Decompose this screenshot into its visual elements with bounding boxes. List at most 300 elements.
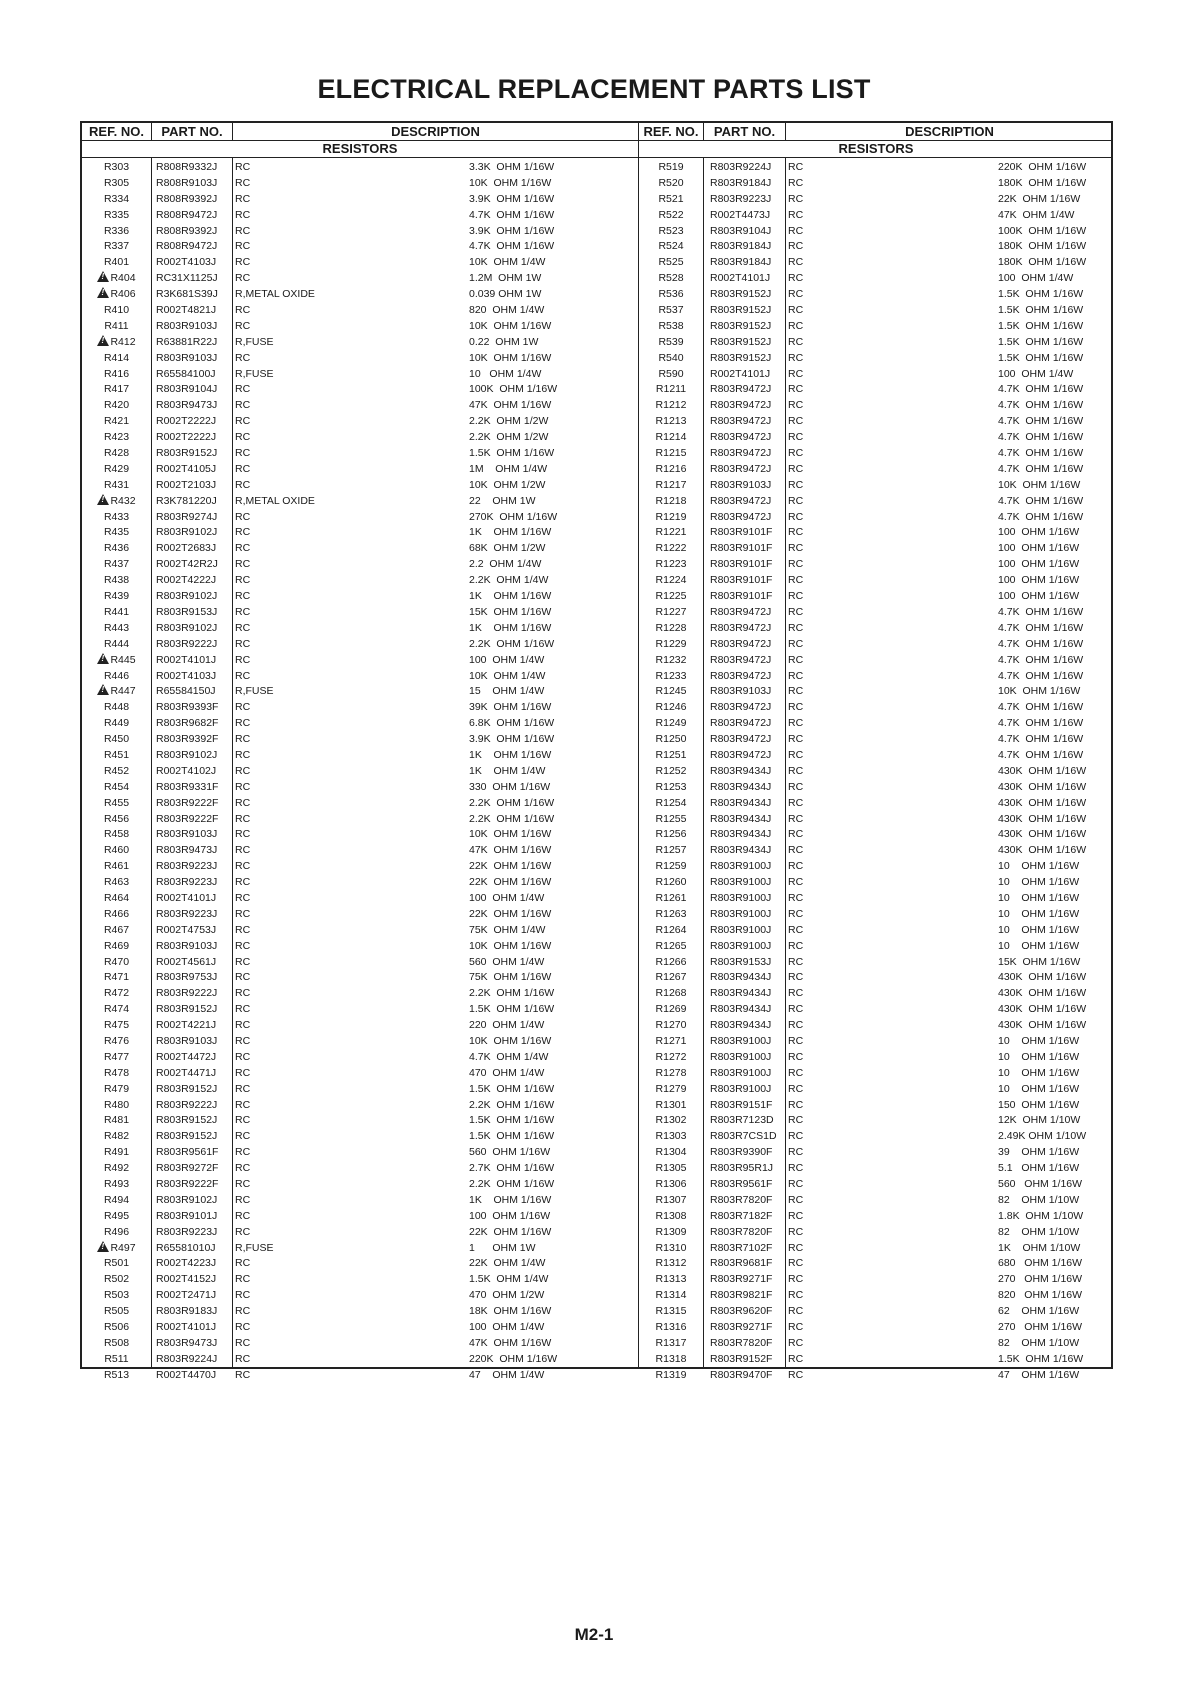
table-row: [639, 748, 1113, 764]
value-cell: 100 OHM 1/16W: [998, 542, 1080, 555]
type-cell: R,METAL OXIDE: [235, 288, 315, 301]
part-no-cell: R803R9152J: [156, 1082, 218, 1095]
part-no-cell: R803R7820F: [710, 1336, 773, 1349]
ref-no-text: R524: [658, 240, 684, 253]
value-cell: 100 OHM 1/16W: [998, 558, 1080, 571]
type-cell: RC: [235, 176, 251, 189]
table-row: [82, 1320, 638, 1336]
type-cell: RC: [788, 494, 804, 507]
part-no-cell: R803R9472J: [710, 462, 772, 475]
ref-no-cell: [639, 303, 703, 319]
ref-no-cell: [639, 541, 703, 557]
table-row: [639, 637, 1113, 653]
ref-no-cell: [639, 1145, 703, 1161]
value-cell: 6.8K OHM 1/16W: [469, 717, 555, 730]
table-row: [639, 287, 1113, 303]
part-no-cell: R803R9100J: [710, 923, 772, 936]
table-row: [82, 732, 638, 748]
part-no-cell: R803R7820F: [710, 1193, 773, 1206]
ref-no-text: R466: [103, 907, 130, 920]
ref-no-text: R1211: [655, 383, 687, 396]
table-row: [639, 446, 1113, 462]
ref-no-cell: [639, 764, 703, 780]
table-row: [82, 859, 638, 875]
type-cell: RC: [235, 939, 251, 952]
value-cell: 100 OHM 1/4W: [998, 367, 1074, 380]
type-cell: RC: [788, 319, 804, 332]
table-row: [82, 176, 638, 192]
ref-no-text: R1269: [655, 1003, 687, 1016]
value-cell: 470 OHM 1/2W: [469, 1289, 545, 1302]
value-cell: 82 OHM 1/10W: [998, 1336, 1080, 1349]
table-row: [82, 1193, 638, 1209]
table-row: [82, 573, 638, 589]
part-no-cell: R803R9434J: [710, 764, 772, 777]
part-no-cell: R803R9472J: [710, 669, 772, 682]
ref-no-text: R1257: [655, 844, 687, 857]
ref-no-cell: [82, 1336, 151, 1352]
type-cell: RC: [788, 1146, 804, 1159]
ref-no-text: R455: [103, 796, 130, 809]
type-cell: RC: [788, 558, 804, 571]
ref-no-cell: [82, 891, 151, 907]
part-no-cell: R002T4103J: [156, 256, 217, 269]
part-no-cell: R803R9102J: [156, 621, 218, 634]
part-no-cell: R808R9332J: [156, 161, 218, 173]
table-row: [639, 351, 1113, 367]
part-no-cell: R803R9101F: [710, 526, 773, 539]
part-no-cell: R803R9101F: [710, 574, 773, 587]
type-cell: RC: [788, 590, 804, 603]
table-row: [639, 1082, 1113, 1098]
ref-no-text: R464: [103, 891, 130, 904]
type-cell: RC: [788, 717, 804, 730]
value-cell: 3.3K OHM 1/16W: [469, 161, 555, 173]
type-cell: RC: [788, 161, 804, 173]
header-description: DESCRIPTION: [905, 124, 994, 139]
ref-no-text: R1263: [655, 907, 687, 920]
table-row: [639, 716, 1113, 732]
type-cell: RC: [235, 1368, 251, 1381]
ref-no-text: R437: [103, 558, 130, 571]
ref-no-cell: [639, 335, 703, 351]
ref-no-cell: [82, 812, 151, 828]
type-cell: RC: [235, 161, 251, 173]
part-no-cell: R803R9152F: [710, 1352, 773, 1365]
table-row: [82, 764, 638, 780]
table-row: [639, 732, 1113, 748]
value-cell: 180K OHM 1/16W: [998, 176, 1087, 189]
type-cell: RC: [788, 208, 804, 221]
table-row: [82, 1018, 638, 1034]
table-row: [639, 1288, 1113, 1304]
part-no-cell: R803R9101F: [710, 590, 773, 603]
value-cell: 430K OHM 1/16W: [998, 1019, 1087, 1032]
part-no-cell: R803R9434J: [710, 828, 772, 841]
table-row: [82, 605, 638, 621]
part-no-cell: R803R9104J: [710, 224, 772, 237]
ref-no-cell: [82, 224, 151, 240]
table-row: [82, 875, 638, 891]
table-row: [82, 303, 638, 319]
value-cell: 4.7K OHM 1/16W: [998, 748, 1084, 761]
ref-no-cell: [82, 1368, 151, 1384]
type-cell: RC: [788, 1130, 804, 1143]
value-cell: 22K OHM 1/4W: [469, 1257, 546, 1270]
type-cell: RC: [235, 1352, 251, 1365]
ref-no-text: R1218: [655, 494, 687, 507]
part-no-cell: R803R9102J: [156, 748, 218, 761]
ref-no-text: R456: [103, 812, 130, 825]
part-no-cell: R002T4821J: [156, 304, 217, 317]
table-row: [82, 255, 638, 271]
value-cell: 100K OHM 1/16W: [469, 383, 558, 396]
part-no-cell: R803R9620F: [710, 1305, 773, 1318]
type-cell: RC: [235, 1193, 251, 1206]
part-no-cell: R803R9102J: [156, 590, 218, 603]
ref-no-text: R1314: [655, 1289, 687, 1302]
table-row: [639, 605, 1113, 621]
part-no-cell: R803R9472J: [710, 733, 772, 746]
part-no-cell: R803R9434J: [710, 987, 772, 1000]
value-cell: 10 OHM 1/16W: [998, 1066, 1080, 1079]
part-no-cell: R002T4101J: [156, 1321, 217, 1334]
ref-no-text: R401: [103, 256, 130, 269]
type-cell: RC: [788, 971, 804, 984]
part-no-cell: R808R9472J: [156, 240, 218, 253]
value-cell: 430K OHM 1/16W: [998, 812, 1087, 825]
value-cell: 47K OHM 1/16W: [469, 1336, 552, 1349]
value-cell: 4.7K OHM 1/16W: [998, 415, 1084, 428]
ref-no-text: R1228: [655, 621, 687, 634]
ref-no-cell: [639, 907, 703, 923]
type-cell: RC: [788, 367, 804, 380]
ref-no-cell: [82, 573, 151, 589]
type-cell: RC: [235, 319, 251, 332]
value-cell: 47K OHM 1/4W: [998, 208, 1075, 221]
table-row: [639, 478, 1113, 494]
value-cell: 2.7K OHM 1/16W: [469, 1162, 555, 1175]
value-cell: 2.2K OHM 1/16W: [469, 987, 555, 1000]
ref-no-text: R497: [110, 1241, 136, 1254]
value-cell: 10K OHM 1/16W: [469, 319, 552, 332]
page-title: ELECTRICAL REPLACEMENT PARTS LIST: [317, 74, 871, 104]
table-row: [82, 271, 638, 287]
table-row: [639, 1161, 1113, 1177]
value-cell: 1.5K OHM 1/16W: [469, 1114, 555, 1127]
value-cell: 4.7K OHM 1/16W: [998, 733, 1084, 746]
table-row: [82, 335, 638, 351]
header-part-no: PART NO.: [161, 124, 223, 139]
part-no-cell: R803R9103J: [156, 828, 218, 841]
type-cell: R,FUSE: [235, 367, 274, 380]
value-cell: 22K OHM 1/16W: [469, 1225, 552, 1238]
warning-icon: [97, 287, 109, 298]
table-row: [82, 510, 638, 526]
type-cell: RC: [788, 1273, 804, 1286]
value-cell: 470 OHM 1/4W: [469, 1066, 545, 1079]
ref-no-cell: [639, 1161, 703, 1177]
ref-no-cell: [639, 780, 703, 796]
part-no-cell: R803R9101F: [710, 542, 773, 555]
value-cell: 47K OHM 1/16W: [469, 399, 552, 412]
value-cell: 560 OHM 1/16W: [469, 1146, 551, 1159]
ref-no-text: R433: [103, 510, 130, 523]
ref-no-cell: [639, 224, 703, 240]
table-row: [82, 923, 638, 939]
part-no-cell: R002T4470J: [156, 1368, 217, 1381]
value-cell: 1 OHM 1W: [469, 1241, 536, 1254]
type-cell: RC: [788, 224, 804, 237]
value-cell: 3.9K OHM 1/16W: [469, 192, 555, 205]
ref-no-text: R1272: [655, 1050, 687, 1063]
ref-no-text: R406: [110, 288, 136, 301]
value-cell: 4.7K OHM 1/16W: [469, 208, 555, 221]
part-no-cell: R002T4101J: [710, 367, 771, 380]
value-cell: 220 OHM 1/4W: [469, 1019, 545, 1032]
ref-no-text: R1265: [655, 939, 687, 952]
ref-no-text: R1312: [655, 1257, 687, 1270]
table-row: [639, 891, 1113, 907]
value-cell: 1M OHM 1/4W: [469, 462, 548, 475]
table-row: [639, 986, 1113, 1002]
table-row: [82, 1209, 638, 1225]
ref-no-cell: [639, 891, 703, 907]
ref-no-cell: [82, 192, 151, 208]
type-cell: RC: [788, 542, 804, 555]
value-cell: 1.5K OHM 1/16W: [998, 304, 1084, 317]
ref-no-cell: [82, 525, 151, 541]
ref-no-text: R412: [110, 335, 136, 348]
table-row: [82, 1241, 638, 1257]
value-cell: 2.49K OHM 1/10W: [998, 1130, 1087, 1143]
warning-icon: [97, 684, 109, 695]
table-row: [82, 1145, 638, 1161]
table-row: [639, 1177, 1113, 1193]
value-cell: 820 OHM 1/16W: [998, 1289, 1083, 1302]
table-row: [639, 955, 1113, 971]
ref-no-cell: [82, 1225, 151, 1241]
ref-no-text: R1233: [655, 669, 687, 682]
part-no-cell: R803R9184J: [710, 240, 772, 253]
warning-icon: [97, 653, 109, 664]
ref-no-cell: [639, 1018, 703, 1034]
type-cell: RC: [235, 1003, 251, 1016]
part-no-cell: R803R9222F: [156, 812, 219, 825]
type-cell: RC: [235, 1034, 251, 1047]
value-cell: 10 OHM 1/16W: [998, 1050, 1080, 1063]
ref-no-text: R470: [103, 955, 130, 968]
ref-no-cell: [639, 239, 703, 255]
type-cell: RC: [235, 860, 251, 873]
type-cell: RC: [235, 1019, 251, 1032]
ref-no-cell: [639, 684, 703, 700]
ref-no-cell: [82, 764, 151, 780]
table-row: [82, 700, 638, 716]
part-no-cell: R803R9274J: [156, 510, 218, 523]
type-cell: RC: [235, 558, 251, 571]
value-cell: 330 OHM 1/16W: [469, 780, 551, 793]
value-cell: 100 OHM 1/16W: [998, 574, 1080, 587]
value-cell: 4.7K OHM 1/16W: [998, 510, 1084, 523]
table-row: [82, 780, 638, 796]
type-cell: RC: [235, 780, 251, 793]
ref-no-cell: [82, 557, 151, 573]
table-row: [639, 700, 1113, 716]
part-no-cell: R803R9472J: [710, 383, 772, 396]
ref-no-cell: [82, 367, 151, 383]
part-no-cell: R803R9100J: [710, 860, 772, 873]
table-row: [639, 1209, 1113, 1225]
ref-no-cell: [639, 446, 703, 462]
type-cell: RC: [235, 1209, 251, 1222]
value-cell: 5.1 OHM 1/16W: [998, 1162, 1080, 1175]
table-row: [639, 859, 1113, 875]
ref-no-text: R1279: [655, 1082, 687, 1095]
table-row: [639, 653, 1113, 669]
ref-no-cell: [82, 1288, 151, 1304]
ref-no-cell: [639, 1113, 703, 1129]
part-no-cell: R803R9100J: [710, 1034, 772, 1047]
type-cell: RC: [788, 1162, 804, 1175]
table-row: [82, 1256, 638, 1272]
value-cell: 4.7K OHM 1/4W: [469, 1050, 549, 1063]
type-cell: RC: [235, 701, 251, 714]
table-row: [82, 1113, 638, 1129]
table-row: [82, 414, 638, 430]
type-cell: RC: [788, 1098, 804, 1111]
value-cell: 1K OHM 1/16W: [469, 526, 552, 539]
value-cell: 100 OHM 1/4W: [469, 653, 545, 666]
ref-no-cell: [82, 382, 151, 398]
type-cell: RC: [788, 637, 804, 650]
part-no-cell: R803R9152J: [156, 1114, 218, 1127]
ref-no-text: R1213: [655, 415, 687, 428]
value-cell: 560 OHM 1/16W: [998, 1178, 1083, 1190]
value-cell: 10K OHM 1/16W: [469, 939, 552, 952]
part-no-cell: R803R9472J: [710, 653, 772, 666]
part-no-cell: R803R9223J: [156, 1225, 218, 1238]
part-no-cell: R002T4471J: [156, 1066, 217, 1079]
type-cell: RC: [235, 1225, 251, 1238]
type-cell: RC: [235, 1336, 251, 1349]
part-no-cell: R002T4223J: [156, 1257, 217, 1270]
part-no-cell: R803R9472J: [710, 510, 772, 523]
ref-no-text: R1306: [655, 1178, 687, 1190]
part-no-cell: R803R9222J: [156, 637, 218, 650]
part-no-cell: R803R9100J: [710, 907, 772, 920]
table-row: [639, 764, 1113, 780]
part-no-cell: RC31X1125J: [156, 272, 218, 285]
ref-no-cell: [639, 716, 703, 732]
table-row: [82, 1272, 638, 1288]
value-cell: 1K OHM 1/16W: [469, 590, 552, 603]
value-cell: 12K OHM 1/10W: [998, 1114, 1081, 1127]
part-no-cell: R808R9392J: [156, 224, 218, 237]
table-row: [639, 239, 1113, 255]
part-no-cell: R803R9472J: [710, 637, 772, 650]
type-cell: RC: [235, 796, 251, 809]
table-row: [639, 684, 1113, 700]
table-row: [639, 494, 1113, 510]
ref-no-text: R1315: [655, 1305, 687, 1318]
part-no-cell: R803R9681F: [710, 1257, 773, 1270]
ref-no-cell: [82, 1018, 151, 1034]
part-no-cell: R803R9434J: [710, 780, 772, 793]
part-no-cell: R803R9103J: [710, 685, 772, 698]
ref-no-cell: [82, 1129, 151, 1145]
ref-no-cell: [639, 1304, 703, 1320]
value-cell: 4.7K OHM 1/16W: [998, 605, 1084, 618]
type-cell: RC: [235, 192, 251, 205]
part-no-cell: R803R9153J: [710, 955, 772, 968]
ref-no-cell: [82, 621, 151, 637]
value-cell: 10 OHM 1/4W: [469, 367, 542, 380]
ref-no-cell: [82, 255, 151, 271]
table-row: [639, 541, 1113, 557]
part-no-cell: R65584150J: [156, 685, 216, 698]
ref-no-cell: [82, 1066, 151, 1082]
ref-no-text: R501: [103, 1257, 130, 1270]
table-row: [639, 669, 1113, 685]
value-cell: 430K OHM 1/16W: [998, 1003, 1087, 1016]
part-no-cell: R002T42R2J: [156, 558, 218, 571]
ref-no-text: R1253: [655, 780, 687, 793]
part-no-cell: R002T4221J: [156, 1019, 217, 1032]
type-cell: RC: [788, 653, 804, 666]
type-cell: RC: [235, 621, 251, 634]
type-cell: RC: [788, 701, 804, 714]
part-no-cell: R803R7182F: [710, 1209, 773, 1222]
table-row: [639, 510, 1113, 526]
type-cell: RC: [788, 304, 804, 317]
ref-no-text: R438: [103, 574, 130, 587]
value-cell: 10 OHM 1/16W: [998, 1082, 1080, 1095]
table-row: [82, 891, 638, 907]
ref-no-cell: [82, 494, 151, 510]
value-cell: 270 OHM 1/16W: [998, 1273, 1083, 1286]
ref-no-text: R1318: [655, 1352, 687, 1365]
part-no-cell: R803R9102J: [156, 1193, 218, 1206]
part-no-cell: R803R9473J: [156, 1336, 218, 1349]
ref-no-cell: [82, 986, 151, 1002]
value-cell: 1.5K OHM 1/16W: [998, 1352, 1084, 1365]
ref-no-cell: [639, 287, 703, 303]
type-cell: R,FUSE: [235, 685, 274, 698]
table-row: [82, 462, 638, 478]
value-cell: 100 OHM 1/16W: [469, 1209, 551, 1222]
type-cell: RC: [235, 1082, 251, 1095]
ref-no-cell: [82, 446, 151, 462]
part-no-cell: R002T4101J: [156, 653, 217, 666]
ref-no-cell: [639, 923, 703, 939]
part-no-cell: R803R9153J: [156, 605, 218, 618]
type-cell: RC: [788, 907, 804, 920]
table-row: [639, 812, 1113, 828]
part-no-cell: R803R9100J: [710, 1066, 772, 1079]
type-cell: RC: [788, 1082, 804, 1095]
ref-no-text: R414: [103, 351, 130, 364]
value-cell: 0.22 OHM 1W: [469, 335, 539, 348]
table-row: [82, 1161, 638, 1177]
value-cell: 62 OHM 1/16W: [998, 1305, 1080, 1318]
ref-no-cell: [82, 589, 151, 605]
part-no-cell: R803R9473J: [156, 844, 218, 857]
part-no-cell: R803R9103J: [710, 478, 772, 491]
type-cell: RC: [788, 685, 804, 698]
table-row: [82, 1336, 638, 1352]
value-cell: 820 OHM 1/4W: [469, 304, 545, 317]
